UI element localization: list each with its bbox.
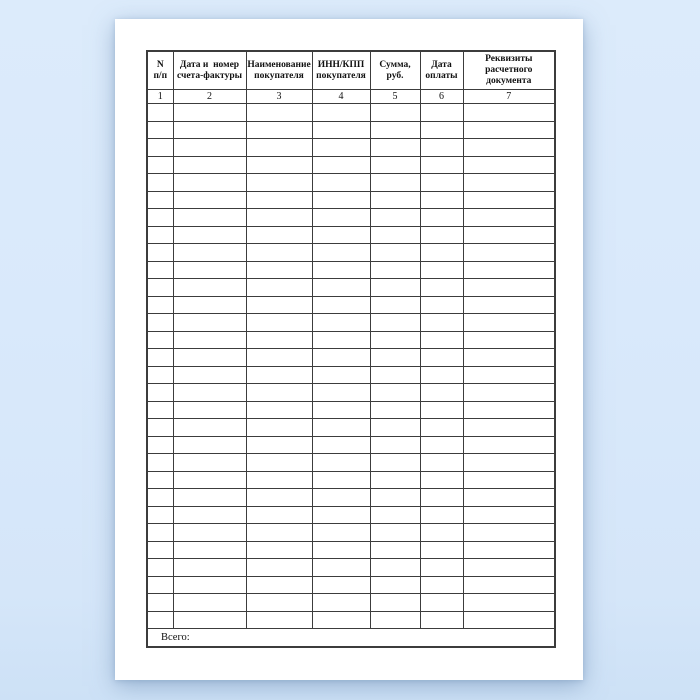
table-cell [370, 611, 420, 629]
table-cell [173, 191, 246, 209]
table-cell [246, 594, 312, 612]
table-cell [173, 436, 246, 454]
column-number: 2 [173, 90, 246, 104]
table-cell [173, 524, 246, 542]
table-cell [312, 191, 370, 209]
table-cell [147, 611, 173, 629]
table-cell [420, 156, 463, 174]
table-cell [370, 366, 420, 384]
table-cell [147, 576, 173, 594]
table-row [147, 524, 555, 542]
table-cell [147, 314, 173, 332]
table-cell [420, 174, 463, 192]
table-cell [246, 524, 312, 542]
table-cell [173, 244, 246, 262]
table-cell [420, 244, 463, 262]
table-row [147, 366, 555, 384]
table-cell [463, 296, 555, 314]
table-cell [370, 594, 420, 612]
table-cell [173, 139, 246, 157]
table-cell [370, 314, 420, 332]
table-row [147, 471, 555, 489]
table-cell [246, 384, 312, 402]
column-number: 5 [370, 90, 420, 104]
table-cell [173, 226, 246, 244]
table-cell [420, 419, 463, 437]
total-label: Всего: [147, 629, 555, 648]
table-cell [420, 489, 463, 507]
table-cell [370, 349, 420, 367]
table-cell [147, 296, 173, 314]
column-header-buyer-inn-kpp: ИНН/КПП покупателя [312, 51, 370, 90]
table-row [147, 541, 555, 559]
table-cell [420, 191, 463, 209]
table-row [147, 156, 555, 174]
table-cell [246, 611, 312, 629]
table-cell [246, 489, 312, 507]
table-cell [246, 261, 312, 279]
column-header-payment-document-details: Реквизиты расчетного документа [463, 51, 555, 90]
table-cell [420, 296, 463, 314]
table-cell [147, 594, 173, 612]
table-cell [246, 314, 312, 332]
table-cell [370, 506, 420, 524]
table-cell [312, 139, 370, 157]
column-header-amount: Сумма, руб. [370, 51, 420, 90]
table-cell [312, 401, 370, 419]
document-page [115, 19, 583, 680]
table-row [147, 279, 555, 297]
table-cell [246, 559, 312, 577]
table-cell [173, 156, 246, 174]
table-cell [173, 419, 246, 437]
column-header-payment-date: Дата оплаты [420, 51, 463, 90]
table-cell [147, 331, 173, 349]
table-cell [147, 261, 173, 279]
table-cell [147, 226, 173, 244]
column-numbers-row [147, 90, 555, 104]
table-cell [370, 261, 420, 279]
table-cell [246, 576, 312, 594]
table-cell [420, 576, 463, 594]
column-number: 4 [312, 90, 370, 104]
table-cell [173, 401, 246, 419]
table-row [147, 261, 555, 279]
table-cell [420, 594, 463, 612]
table-cell [246, 296, 312, 314]
table-cell [147, 349, 173, 367]
table-cell [463, 104, 555, 122]
table-cell [463, 559, 555, 577]
table-cell [420, 104, 463, 122]
table-cell [312, 104, 370, 122]
table-cell [312, 209, 370, 227]
table-cell [463, 506, 555, 524]
table-cell [246, 226, 312, 244]
table-cell [370, 436, 420, 454]
table-cell [312, 261, 370, 279]
table-cell [312, 576, 370, 594]
table-cell [312, 524, 370, 542]
table-cell [246, 349, 312, 367]
table-cell [370, 209, 420, 227]
column-number: 6 [420, 90, 463, 104]
header-row [147, 51, 555, 90]
table-row [147, 611, 555, 629]
table-cell [463, 244, 555, 262]
table-cell [246, 156, 312, 174]
table-cell [370, 419, 420, 437]
table-cell [246, 506, 312, 524]
table-cell [420, 611, 463, 629]
table-cell [147, 489, 173, 507]
table-cell [463, 314, 555, 332]
table-cell [147, 559, 173, 577]
table-cell [147, 279, 173, 297]
table-cell [312, 296, 370, 314]
table-row [147, 594, 555, 612]
table-cell [147, 454, 173, 472]
table-cell [312, 226, 370, 244]
table-cell [463, 279, 555, 297]
table-cell [173, 331, 246, 349]
table-row [147, 454, 555, 472]
table-row [147, 506, 555, 524]
table-cell [147, 401, 173, 419]
table-row [147, 296, 555, 314]
table-cell [420, 314, 463, 332]
table-cell [147, 174, 173, 192]
table-cell [246, 104, 312, 122]
table-row [147, 191, 555, 209]
table-cell [173, 314, 246, 332]
table-cell [463, 384, 555, 402]
table-cell [370, 384, 420, 402]
table-cell [463, 121, 555, 139]
table-cell [370, 191, 420, 209]
table-cell [173, 576, 246, 594]
column-header-invoice-date-number: Дата и номер счета-фактуры [173, 51, 246, 90]
table-cell [173, 489, 246, 507]
table-row [147, 314, 555, 332]
table-cell [370, 296, 420, 314]
table-cell [173, 349, 246, 367]
table-cell [246, 419, 312, 437]
table-cell [147, 419, 173, 437]
table-cell [370, 174, 420, 192]
table-cell [370, 541, 420, 559]
table-cell [173, 121, 246, 139]
table-cell [420, 524, 463, 542]
table-cell [420, 226, 463, 244]
table-cell [463, 156, 555, 174]
column-number: 7 [463, 90, 555, 104]
table-cell [463, 174, 555, 192]
table-cell [246, 121, 312, 139]
table-cell [463, 611, 555, 629]
table-cell [463, 226, 555, 244]
table-cell [246, 454, 312, 472]
table-cell [312, 156, 370, 174]
table-cell [246, 366, 312, 384]
table-cell [370, 559, 420, 577]
table-cell [312, 314, 370, 332]
table-cell [463, 261, 555, 279]
table-row [147, 419, 555, 437]
table-row [147, 401, 555, 419]
table-cell [420, 209, 463, 227]
table-cell [246, 139, 312, 157]
invoice-register-table [146, 50, 556, 648]
table-cell [370, 226, 420, 244]
table-row [147, 559, 555, 577]
table-cell [312, 349, 370, 367]
table-cell [246, 279, 312, 297]
table-cell [463, 191, 555, 209]
table-cell [173, 366, 246, 384]
table-row [147, 226, 555, 244]
table-row [147, 139, 555, 157]
table-cell [370, 121, 420, 139]
table-cell [312, 471, 370, 489]
table-cell [420, 121, 463, 139]
table-cell [312, 331, 370, 349]
table-cell [420, 384, 463, 402]
table-cell [147, 366, 173, 384]
table-row [147, 104, 555, 122]
table-cell [463, 471, 555, 489]
table-cell [370, 489, 420, 507]
table-cell [147, 384, 173, 402]
table-cell [420, 366, 463, 384]
table-cell [420, 349, 463, 367]
table-cell [147, 209, 173, 227]
table-cell [173, 559, 246, 577]
table-cell [420, 559, 463, 577]
table-cell [312, 559, 370, 577]
table-cell [370, 139, 420, 157]
table-cell [173, 279, 246, 297]
table-cell [463, 489, 555, 507]
table-row [147, 436, 555, 454]
table-cell [312, 174, 370, 192]
table-cell [463, 524, 555, 542]
table-row [147, 576, 555, 594]
table-cell [246, 401, 312, 419]
table-cell [173, 594, 246, 612]
table-cell [147, 244, 173, 262]
table-cell [463, 576, 555, 594]
table-cell [463, 366, 555, 384]
table-cell [246, 436, 312, 454]
table-cell [420, 471, 463, 489]
table-cell [147, 104, 173, 122]
table-row [147, 384, 555, 402]
table-cell [147, 541, 173, 559]
table-cell [370, 576, 420, 594]
table-cell [420, 506, 463, 524]
table-row [147, 121, 555, 139]
table-cell [246, 471, 312, 489]
table-cell [147, 471, 173, 489]
table-cell [147, 436, 173, 454]
table-cell [420, 279, 463, 297]
table-cell [420, 436, 463, 454]
table-cell [312, 454, 370, 472]
table-cell [420, 541, 463, 559]
table-cell [420, 454, 463, 472]
table-cell [420, 401, 463, 419]
table-cell [312, 541, 370, 559]
table-cell [147, 506, 173, 524]
table-cell [173, 471, 246, 489]
column-header-row-number: N п/п [147, 51, 173, 90]
table-cell [147, 156, 173, 174]
table-cell [463, 594, 555, 612]
table-cell [246, 191, 312, 209]
table-cell [370, 401, 420, 419]
table-head [147, 51, 555, 104]
table-cell [246, 331, 312, 349]
table-cell [463, 349, 555, 367]
table-cell [370, 454, 420, 472]
table-cell [173, 104, 246, 122]
table-cell [246, 541, 312, 559]
table-cell [173, 296, 246, 314]
table-foot [147, 629, 555, 648]
table-cell [312, 506, 370, 524]
table-cell [147, 121, 173, 139]
column-number: 1 [147, 90, 173, 104]
table-cell [312, 279, 370, 297]
table-cell [173, 506, 246, 524]
table-row [147, 331, 555, 349]
table-cell [420, 261, 463, 279]
table-cell [173, 611, 246, 629]
table-cell [147, 524, 173, 542]
column-number: 3 [246, 90, 312, 104]
table-cell [173, 454, 246, 472]
table-cell [312, 419, 370, 437]
table-cell [173, 541, 246, 559]
table-cell [312, 244, 370, 262]
table-cell [173, 384, 246, 402]
table-cell [173, 174, 246, 192]
table-cell [463, 331, 555, 349]
table-cell [312, 384, 370, 402]
table-cell [370, 279, 420, 297]
table-cell [246, 244, 312, 262]
table-cell [463, 419, 555, 437]
table-cell [312, 489, 370, 507]
table-cell [312, 366, 370, 384]
table-cell [463, 209, 555, 227]
table-cell [370, 471, 420, 489]
total-row [147, 629, 555, 648]
table-cell [173, 261, 246, 279]
column-header-buyer-name: Наименование покупателя [246, 51, 312, 90]
table-row [147, 209, 555, 227]
table-cell [370, 331, 420, 349]
table-cell [312, 121, 370, 139]
table-cell [463, 139, 555, 157]
table-body [147, 104, 555, 629]
table-cell [246, 209, 312, 227]
table-cell [420, 331, 463, 349]
table-cell [312, 594, 370, 612]
table-cell [370, 104, 420, 122]
table-cell [370, 524, 420, 542]
table-cell [463, 454, 555, 472]
table-row [147, 174, 555, 192]
table-cell [420, 139, 463, 157]
table-cell [312, 611, 370, 629]
table-cell [463, 541, 555, 559]
table-cell [312, 436, 370, 454]
table-cell [147, 139, 173, 157]
table-cell [173, 209, 246, 227]
table-row [147, 244, 555, 262]
table-cell [246, 174, 312, 192]
table-row [147, 349, 555, 367]
table-cell [147, 191, 173, 209]
table-cell [463, 401, 555, 419]
table-cell [370, 156, 420, 174]
table-cell [463, 436, 555, 454]
table-row [147, 489, 555, 507]
table-cell [370, 244, 420, 262]
